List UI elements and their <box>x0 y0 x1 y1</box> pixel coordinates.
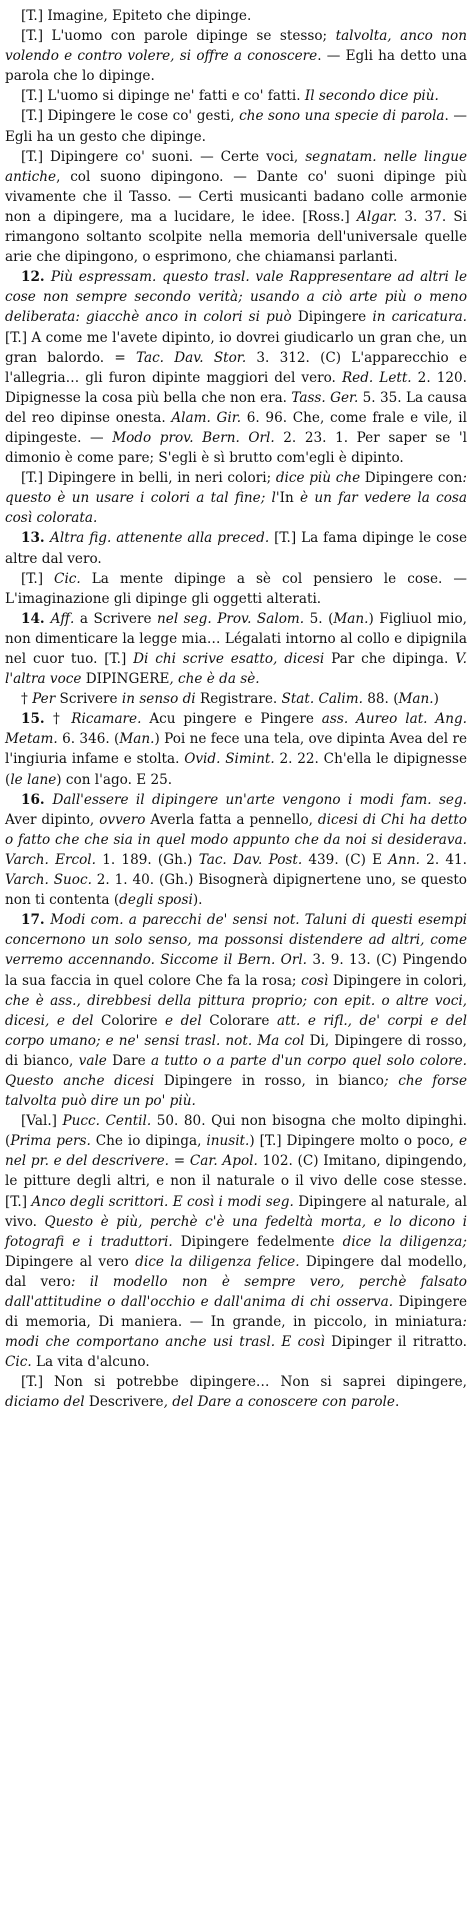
italic-text: : modi che comportano anche usi trasl. E così <box>5 1314 467 1351</box>
italic-text: Cic. <box>54 570 81 587</box>
italic-text: Alam. Gir. <box>171 409 242 426</box>
italic-text: V. l'altra voce <box>5 651 467 688</box>
italic-text: così <box>301 972 329 989</box>
section-number: 16. <box>21 791 53 808</box>
italic-text: Questo è più, perchè c'è una fedeltà morta, e lo dicono i fotografi e i traduttori. <box>5 1213 467 1250</box>
body-text: 102. (C) Imitano, dipingendo, le pitture degli altri, e non il naturale o il vivo delle cose stesse. [T.] <box>5 1153 467 1210</box>
body-text: [T.] Non si potrebbe dipingere… Non si saprei dipingere, <box>21 1374 467 1391</box>
body-text: 6. 346. ( <box>57 731 120 748</box>
body-text: Dipingere al vero <box>5 1253 136 1270</box>
italic-text: Dall'essere il dipingere un'arte vengono i modi fam. seg. <box>52 791 468 808</box>
italic-text: dice la diligenza felice. <box>135 1253 300 1270</box>
entry-paragraph <box>5 910 467 1111</box>
body-text: ) Poi ne fece una tela, ove dipinta Avea del re l'ingiuria infame e stolta. <box>5 731 467 768</box>
italic-text: Più espressam. questo trasl. vale Rappresentare ad altri le cose non sempre secondo verità; usando a ciò arte più o meno deliberata: giacchè anco in colori si può <box>5 269 467 326</box>
section-number: 13. <box>21 530 51 547</box>
body-text: [T.] L'uomo si dipinge ne' fatti e co' fatti. <box>21 88 305 105</box>
italic-text: att. e rifl., de' corpi e del corpo umano; e ne' sensi trasl. not. Ma col <box>5 1012 467 1049</box>
italic-text: Ricamare. <box>71 711 142 728</box>
body-text: Dipingere di memoria, Di maniera. — In grande, in piccolo, in miniatura <box>5 1294 467 1331</box>
body-text: Averla fatta a pennello, <box>145 811 318 828</box>
section-number: 17. <box>21 912 51 929</box>
body-text: [T.] <box>21 570 55 587</box>
italic-text: Man. <box>119 731 155 748</box>
italic-text: Tass. Ger. <box>291 389 359 406</box>
body-text: ) <box>433 691 439 708</box>
body-text: † <box>52 711 72 728</box>
body-text: 2. 1. 40. (Gh.) Bisognerà dipignertene uno, se questo non ti contenta ( <box>5 872 467 909</box>
body-text: 3. 37. Si rimangono soltanto scolpite nella memoria dell'universale quelle arie che dipingono, o esprimono, che chiamansi parlanti. <box>5 208 468 266</box>
body-text: Dipingere al naturale, al vivo. <box>5 1193 467 1230</box>
body-text: † <box>21 691 33 708</box>
body-text: ) Figliuol mio, non dimenticare la legge mia… Légalati intorno al collo e dipignila nel cuor tuo. [T.] <box>5 610 467 667</box>
italic-text: Car. Apol. <box>189 1153 258 1170</box>
italic-text: nel seg. Prov. Salom. <box>157 610 305 627</box>
body-text: La vita d'alcuno. <box>31 1354 150 1371</box>
italic-text: segnatam. nelle lingue antiche <box>5 148 467 185</box>
italic-text: che è ass., direbbesi della pittura proprio; con epit. o altre voci, dicesi, e del <box>5 992 467 1029</box>
body-text: [T.] Dipingere le cose co' gesti, <box>21 108 240 125</box>
italic-text: Man. <box>333 610 369 627</box>
italic-text: Modi com. a parecchi de' sensi not. Taluni di questi esempi concernono un solo senso, ma possonsi distendere ad altri, come verremo accennando. Siccome il <box>5 912 467 969</box>
italic-text: e nel pr. e del descrivere. <box>5 1133 468 1170</box>
body-text: Di, Dipingere di rosso, di bianco, <box>5 1032 467 1069</box>
entry-paragraph <box>5 267 467 468</box>
italic-text: e del <box>165 1012 202 1029</box>
body-text: Dipingere con <box>360 470 463 487</box>
italic-text: in senso di <box>121 691 196 708</box>
body-text: Scrivere <box>55 691 122 708</box>
italic-text: che sono una specie di parola <box>239 108 445 125</box>
body-text: Che io dipinga, <box>90 1133 207 1150</box>
body-text: [T.] Dipingere co' suoni. — Certe voci, <box>21 148 306 165</box>
italic-text: è un far vedere la cosa così colorata. <box>5 490 467 527</box>
body-text: Dipingere in colori, <box>328 972 467 989</box>
entry-paragraph <box>5 6 467 26</box>
entry-paragraph <box>5 468 467 528</box>
italic-text: Varch. Suoc. <box>5 872 92 889</box>
body-text: Dipingere dal modello, dal vero <box>5 1253 467 1290</box>
body-text: La mente dipinge a sè col pensiero le cose. — L'imaginazione gli dipinge gli oggetti alterati. <box>5 570 467 607</box>
italic-text: : il modello non è sempre vero, perchè falsato dall'attitudine o dall'occhio e dall'anima di chi osserva. <box>5 1273 467 1310</box>
body-text: ) [T.] Dipingere molto o poco, <box>249 1133 459 1150</box>
entry-paragraph <box>5 26 467 86</box>
italic-text: dicesi di Chi ha detto o fatto che che sia in quel modo appunto che da noi si desiderava. <box>5 811 467 848</box>
italic-text: a tutto o a parte d'un corpo quel solo colore. Questo anche dicesi <box>5 1052 467 1089</box>
italic-text: diciamo del <box>5 1394 85 1411</box>
italic-text: Varch. Ercol. <box>5 851 96 868</box>
italic-text: Man. <box>398 691 434 708</box>
italic-text: Red. Lett. <box>341 369 412 386</box>
body-text: Dare <box>106 1052 151 1069</box>
section-number: 14. <box>21 610 51 627</box>
italic-text: Ann. <box>388 851 420 868</box>
body-text: . — Egli ha un gesto che dipinge. <box>5 108 467 145</box>
body-text: . <box>394 1394 400 1411</box>
body-text: [Val.] <box>21 1113 63 1130</box>
italic-text: Dare a conoscere con parole <box>193 1394 395 1411</box>
section-number: 12. <box>21 269 51 286</box>
body-text: 2. 120. Dipignesse la cosa più bella che non era. <box>5 369 467 406</box>
italic-text: le lane <box>10 771 57 788</box>
italic-text: talvolta, anco non volendo e contro volere, si offre a conoscere <box>5 28 467 65</box>
entry-paragraph <box>5 689 467 709</box>
body-text: In <box>279 490 294 507</box>
entry-paragraph <box>5 1111 467 1372</box>
italic-text: Altra fig. attenente alla preced. <box>50 530 270 547</box>
body-text: 1. 189. (Gh.) <box>95 851 199 868</box>
section-number: 15. <box>21 711 53 728</box>
italic-text: inusit. <box>206 1133 250 1150</box>
italic-text: Ovid. Simint. <box>184 751 275 768</box>
body-text: 6. 96. Che, come frale e vile, il dipingeste. — <box>5 409 467 446</box>
italic-text: Prima pers. <box>10 1133 91 1150</box>
italic-text: degli sposi <box>119 892 193 909</box>
body-text: 5. 35. La causa del reo dipinse onesta. <box>5 389 467 426</box>
italic-text: Cic. <box>5 1354 32 1371</box>
entry-paragraph <box>5 147 467 268</box>
body-text: Colorare <box>201 1012 277 1029</box>
body-text: 88. ( <box>362 691 399 708</box>
body-text: Aver dipinto, <box>5 811 100 828</box>
entry-paragraph <box>5 86 467 106</box>
body-text: DIPINGERE <box>81 671 170 688</box>
italic-text: in caricatura. <box>372 309 467 326</box>
body-text: = <box>169 1153 190 1170</box>
entry-paragraph <box>5 528 467 568</box>
italic-text: Stat. Calim. <box>281 691 363 708</box>
italic-text: Pucc. Centil. <box>62 1113 152 1130</box>
italic-text: Tac. Dav. Stor. <box>135 349 247 366</box>
body-text: ) con l'ago. E 25. <box>56 771 173 788</box>
body-text: 3. 9. 13. (C) Pingendo la sua faccia in quel colore Che fa la rosa; <box>5 952 468 989</box>
body-text: 2. 41. <box>419 851 468 868</box>
italic-text: Algar. <box>356 208 398 225</box>
entry-paragraph <box>5 609 467 689</box>
body-text: [T.] Imagine, Epiteto che dipinge. <box>21 8 252 24</box>
body-text: Par che dipinga. <box>324 651 456 667</box>
body-text: 439. (C) E <box>302 851 389 868</box>
entry-paragraph <box>5 790 467 911</box>
body-text: [T.] L'uomo con parole dipinge se stesso; <box>21 28 336 45</box>
body-text: Dipingere <box>291 309 373 326</box>
entry-paragraph <box>5 1372 467 1412</box>
body-text: a Scrivere <box>74 610 158 627</box>
body-text: ). <box>192 892 203 909</box>
entry-paragraph <box>5 106 467 146</box>
italic-text: Bern. Orl. <box>237 952 307 969</box>
body-text: [T.] La fama dipinge le cose altre dal vero. <box>5 530 468 567</box>
body-text: [T.] A come me l'avete dipinto, io dovrei giudicarlo un gran che, un gran balordo. = <box>5 329 467 366</box>
italic-text: Modo prov. Bern. Orl. <box>112 429 275 446</box>
italic-text: Aff. <box>50 610 75 627</box>
italic-text: , che è da sè. <box>169 671 260 688</box>
body-text: [T.] Dipingere in belli, in neri colori; <box>21 470 276 487</box>
italic-text: Anco degli scrittori. E così i modi seg. <box>31 1193 294 1210</box>
body-text: Dipingere in rosso, in bianco <box>154 1072 384 1089</box>
italic-text: dice la diligenza; <box>342 1233 467 1250</box>
body-text: Dipinger il ritratto. <box>324 1334 467 1351</box>
italic-text: Tac. Dav. Post. <box>198 851 303 868</box>
italic-text: ass. Aureo lat. Ang. Metam. <box>5 711 467 748</box>
body-text: 2. 22. Ch'ella le dipignesse ( <box>5 751 467 788</box>
body-text: Descrivere <box>84 1394 164 1411</box>
italic-text: Di chi scrive esatto, dicesi <box>133 651 325 667</box>
body-text: , col suono dipingono. — Dante co' suoni dipinge più vivamente che il Tasso. — Certi musicanti badano colle armonie non a dipingere, ma a lucidare, le idee. [Ross.] <box>5 168 467 225</box>
body-text: . — Egli ha detto una parola che lo dipinge. <box>5 48 467 85</box>
body-text: Colorire <box>93 1012 166 1029</box>
body-text: Dipingere fedelmente <box>172 1233 343 1250</box>
body-text: 5. ( <box>304 610 334 627</box>
body-text: Acu pingere e Pingere <box>141 711 322 728</box>
entry-paragraph <box>5 569 467 609</box>
italic-text: , del <box>163 1394 194 1411</box>
italic-text: Il secondo dice più. <box>304 88 439 105</box>
italic-text: ovvero <box>99 811 146 828</box>
body-text: Registrare. <box>195 691 282 708</box>
italic-text: ; che forse talvolta può dire un po' più. <box>5 1072 468 1110</box>
body-text: 3. 312. (C) L'apparecchio e l'allegria… gli furon dipinte maggiori del vero. <box>5 349 468 386</box>
italic-text: vale <box>78 1052 107 1069</box>
entry-paragraph <box>5 709 467 789</box>
italic-text: Per <box>32 691 56 708</box>
italic-text: dice più che <box>275 470 361 487</box>
body-text: 50. 80. Qui non bisogna che molto dipinghi. ( <box>5 1113 467 1150</box>
body-text: 2. 23. 1. Per saper se 'l dimonio è come pare; S'egli è sì brutto com'egli è dipinto. <box>5 429 467 467</box>
italic-text: : questo è un usare i colori a tal fine; l' <box>5 470 467 507</box>
